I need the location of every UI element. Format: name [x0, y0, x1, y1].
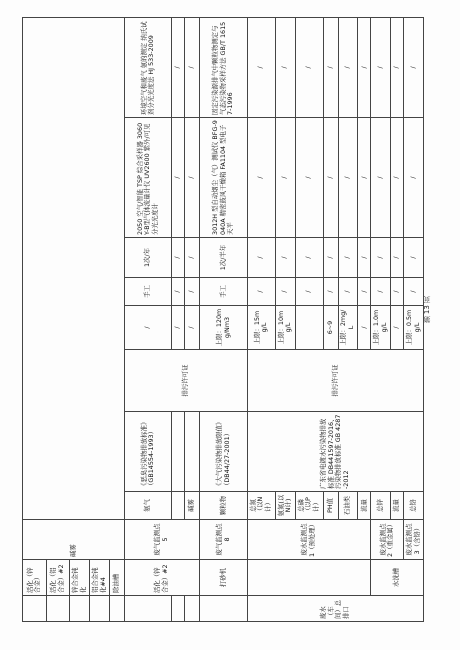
cell-indicator [172, 492, 185, 520]
cell-outlet: 废水监测点 1（预处理） [247, 520, 371, 560]
cell-facility: 水洗槽 [371, 560, 424, 596]
cell-standard: 固定污染源排气中颗粒物测定与气态污染物采样方法 GB/T 16157-1996 [200, 17, 247, 117]
table-row [404, 17, 424, 621]
cell-mode: / [275, 278, 295, 306]
cell-standard: / [371, 17, 391, 117]
cell-blank [23, 17, 125, 519]
table-row [247, 17, 275, 621]
cell-mode: / [247, 278, 275, 306]
cell-freq: / [185, 238, 200, 278]
cell-freq: / [295, 238, 323, 278]
cell-outlet: 废水监测点 2（重金属） [371, 520, 404, 560]
cell-standard: / [185, 17, 200, 117]
cell-mode: / [371, 278, 391, 306]
cell-facility: 打砂机 [200, 560, 247, 596]
cell-facility: 铝合金钝化#4 [90, 560, 110, 596]
cell-freq: / [247, 238, 275, 278]
cell-permit: 排污许可证 [125, 350, 248, 412]
cell-facility: 活化（锌合金） [23, 560, 47, 596]
cell-facility: 除油槽 [109, 560, 124, 596]
cell-method [172, 412, 185, 492]
col-empty [90, 596, 110, 622]
cell-indicator: 总锌 [371, 492, 391, 520]
cell-indicator: 氨气 [125, 492, 172, 520]
cell-equipment: / [185, 118, 200, 238]
cell-mode: / [295, 278, 323, 306]
cell-indicator: 碱雾 [185, 492, 200, 520]
cell-indicator: 石油类 [338, 492, 358, 520]
cell-equipment: 3012H 型自动烟尘（气）测试仪 BFG-9040A 精密鼓风干燥箱 FA1104 型电子天平 [200, 118, 247, 238]
cell-equipment: / [275, 118, 295, 238]
cell-permit: 排污许可证 [247, 350, 423, 412]
cell-indicator: 总铬 [404, 492, 424, 520]
cell-freq: / [404, 238, 424, 278]
cell-standard: / [404, 17, 424, 117]
cell-facility: 活化（锌合金）#2 [125, 560, 200, 596]
cell-equipment: / [247, 118, 275, 238]
cell-section-label: 废水（车间）总排口 [247, 596, 423, 622]
col-empty [109, 596, 124, 622]
cell-method: 《大气污染物排放限值》（DB44/27-2001） [200, 412, 247, 492]
cell-freq: / [338, 238, 358, 278]
cell-freq: / [371, 238, 391, 278]
cell-standard: / [358, 17, 371, 117]
cell-mode: / [358, 278, 371, 306]
cell-indicator: 氨氮(以N计) [275, 492, 295, 520]
cell-freq: 1次/年 [125, 238, 172, 278]
cell-freq: / [323, 238, 338, 278]
cell-indicator: 总氮（以N计） [247, 492, 275, 520]
col-empty [185, 596, 200, 622]
cell-mode: / [338, 278, 358, 306]
cell-equipment: / [358, 118, 371, 238]
cell-method [185, 412, 200, 492]
cell-outlet: 废气监测点 5 [125, 520, 200, 560]
cell-limit: 上限：120mg/Nm3 [200, 306, 247, 350]
cell-equipment: / [323, 118, 338, 238]
cell-equipment: / [391, 118, 404, 238]
cell-method: 广东省电镀水污染物排放标准 DB441597-2016、污染物排放标准 GB 4287-2012 [247, 412, 423, 492]
table-row [371, 17, 391, 621]
cell-limit: / [125, 306, 172, 350]
cell-standard: / [323, 17, 338, 117]
table-row [200, 17, 247, 621]
cell-method: 《恶臭污染物排放标准》（GB14554-1993） [125, 412, 172, 492]
cell-limit: / [391, 306, 404, 350]
cell-standard: / [172, 17, 185, 117]
cell-standard: / [295, 17, 323, 117]
cell-equipment: / [295, 118, 323, 238]
col-empty [172, 596, 185, 622]
cell-standard: / [247, 17, 275, 117]
rotated-table-wrapper [22, 18, 424, 622]
table-row [125, 17, 172, 621]
cell-limit: / [358, 306, 371, 350]
cell-mode: 手工 [125, 278, 172, 306]
cell-indicator: 流量 [358, 492, 371, 520]
col-empty [200, 596, 247, 622]
monitoring-table [22, 17, 424, 622]
cell-mode: / [404, 278, 424, 306]
cell-mode: / [172, 278, 185, 306]
col-empty [70, 596, 90, 622]
cell-equipment: / [404, 118, 424, 238]
col-empty [46, 596, 70, 622]
cell-mode: / [323, 278, 338, 306]
cell-mode: / [391, 278, 404, 306]
cell-freq: / [358, 238, 371, 278]
cell-mode: 手工 [200, 278, 247, 306]
cell-facility: 锌合金钝化 [70, 560, 90, 596]
cell-limit: 上限：10mg/L [275, 306, 295, 350]
cell-limit: 上限：1.0mg/L [371, 306, 391, 350]
cell-outlet: 废水监测点 3（含铬） [404, 520, 424, 560]
cell-outlet: 碱雾 [23, 520, 125, 560]
cell-indicator: 流量 [391, 492, 404, 520]
cell-limit: 上限：2mg/L [338, 306, 358, 350]
col-empty [23, 596, 47, 622]
cell-freq: / [172, 238, 185, 278]
cell-standard: 环境空气和废气 氨的测定 纳氏试剂分光光度法 HJ 533-2009 [125, 17, 172, 117]
cell-freq: / [275, 238, 295, 278]
cell-equipment: / [338, 118, 358, 238]
cell-limit: / [172, 306, 185, 350]
cell-indicator: 总磷（以P计） [295, 492, 323, 520]
cell-limit [295, 306, 323, 350]
cell-indicator: PH值 [323, 492, 338, 520]
cell-equipment: / [172, 118, 185, 238]
cell-standard: / [338, 17, 358, 117]
cell-outlet: 废气监测点 8 [200, 520, 247, 560]
cell-standard: / [275, 17, 295, 117]
cell-equipment: / [371, 118, 391, 238]
cell-freq: / [391, 238, 404, 278]
cell-mode: / [185, 278, 200, 306]
cell-limit: 上限：15mg/L [247, 306, 275, 350]
cell-limit: / [185, 306, 200, 350]
page-number: 第 13 页 [423, 296, 431, 324]
cell-standard: / [391, 17, 404, 117]
cell-indicator: 颗粒物 [200, 492, 247, 520]
table-row [23, 17, 47, 621]
cell-limit: 上限：0.5mg/L [404, 306, 424, 350]
cell-facility: 活化（铝合金）#2 [46, 560, 70, 596]
cell-facility [247, 560, 371, 596]
cell-equipment: 2050 空气/智能 TSP 综合采样器 3060Y-B型气体流量计仪 UV2600 紫外/可见分光光度计 [125, 118, 172, 238]
col-empty [125, 596, 172, 622]
cell-limit: 6~9 [323, 306, 338, 350]
cell-freq: 1次/半年 [200, 238, 247, 278]
